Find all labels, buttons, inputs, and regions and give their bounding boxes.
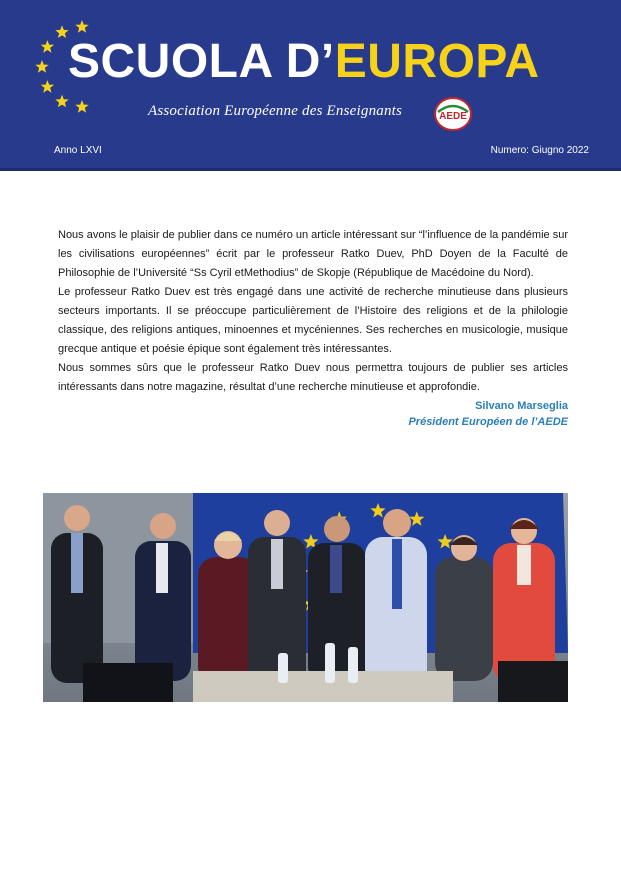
- chair: [498, 661, 568, 702]
- signature-role: Président Européen de l’AEDE: [408, 416, 568, 428]
- signature-name: Silvano Marseglia: [475, 400, 568, 412]
- chair: [83, 663, 173, 702]
- paragraph-1: Nous avons le plaisir de publier dans ce numéro un article intéressant sur “l’influence de la pandémie sur les civilisations européennes” écrit par le professeur Ratko Duev, PhD Doyen de la Faculté de Philosophie de l’Université “Ss Cyril etMethodius” de Skopje (République de Macédoine du Nord).: [58, 229, 568, 279]
- star-icon: [35, 60, 48, 73]
- paragraph-2: Le professeur Ratko Duev est très engagé dans une activité de recherche minutieuse dans plusieurs secteurs importants. Il se préoccupe particulièrement de l’Histoire des religions et de la philologie classique, des religions antiques, minoennes et mycéniennes. Ses recherches en musicologie, musique grecque antique et poésie épique sont également très intéressantes.: [58, 286, 568, 355]
- signature: [408, 398, 568, 430]
- issue-year: Anno LXVI: [54, 145, 102, 156]
- masthead: [0, 0, 621, 168]
- star-icon: [55, 95, 68, 108]
- meeting-table: [193, 671, 453, 702]
- star-icon: [75, 20, 88, 33]
- water-bottle: [325, 643, 335, 683]
- logo-text: AEDE: [439, 111, 467, 122]
- star-icon: [41, 40, 54, 53]
- paragraph-3: Nous sommes sûrs que le professeur Ratko Duev nous permettra toujours de publier ses articles intéressants dans notre magazine, résultat d’une recherche minutieuse et approfondie.: [58, 362, 568, 393]
- issue-number: Numero: Giugno 2022: [490, 145, 589, 156]
- group-photo: [43, 493, 568, 702]
- star-icon: [55, 25, 68, 38]
- title-part-2: EUROPA: [334, 35, 540, 88]
- magazine-title: [68, 35, 540, 88]
- water-bottle: [278, 653, 288, 683]
- magazine-subtitle: Association Européenne des Enseignants: [148, 103, 403, 119]
- star-icon: [41, 80, 54, 93]
- water-bottle: [348, 647, 358, 683]
- aede-logo-icon: [432, 94, 474, 132]
- title-part-1: SCUOLA D’: [68, 35, 335, 88]
- star-icon: [75, 100, 88, 113]
- article-body: [58, 226, 568, 397]
- masthead-divider: [0, 168, 621, 171]
